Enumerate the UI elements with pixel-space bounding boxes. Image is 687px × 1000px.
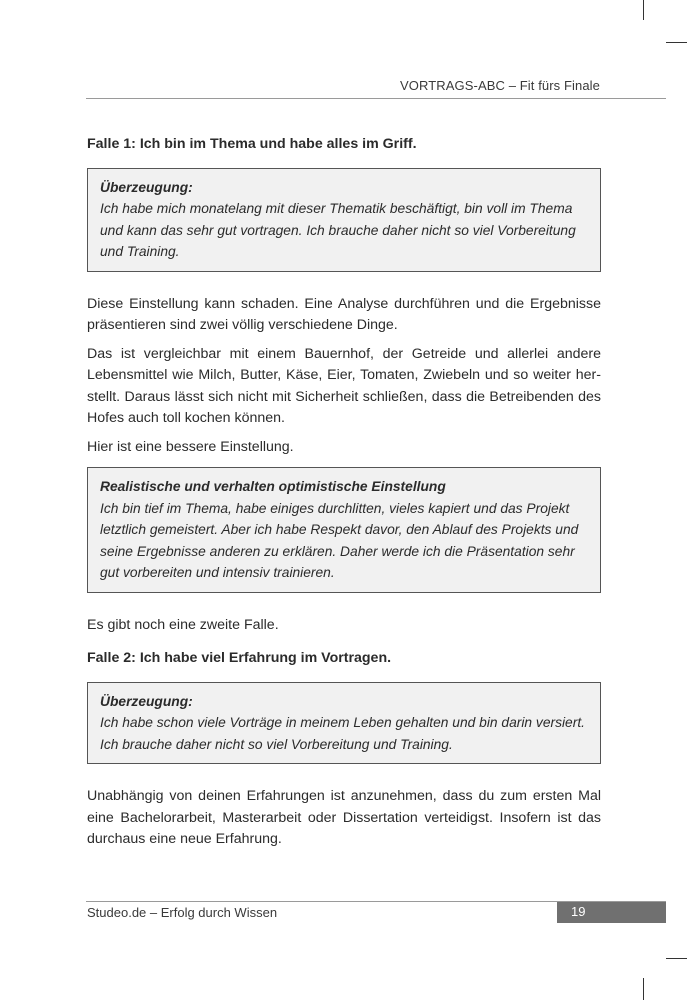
page-body <box>87 134 601 858</box>
page-number: 19 <box>571 904 586 919</box>
paragraph-4: Es gibt noch eine zweite Falle. <box>87 616 279 633</box>
belief-box-1-title: Überzeugung: <box>100 179 193 195</box>
belief-box-2-title: Überzeugung: <box>100 693 193 709</box>
better-attitude-title: Realistische und verhalten optimistische Einstellung <box>100 479 446 494</box>
trap-1-heading: Falle 1: Ich bin im Thema und habe alles im Griff. <box>87 136 417 152</box>
footer-publisher: Studeo.de – Erfolg durch Wissen <box>87 905 278 920</box>
crop-mark-bottom-vertical <box>643 978 644 1000</box>
belief-box-1 <box>87 168 601 272</box>
paragraph-1: Diese Einstellung kann schaden. Eine Analyse durchführen und die Ergebnisse präsentieren sind zwei völlig verschiedene Dinge. <box>87 295 601 333</box>
page-number-box <box>557 902 666 923</box>
header-rule <box>86 98 666 99</box>
crop-mark-top-horizontal <box>666 42 687 43</box>
trap-2-heading: Falle 2: Ich habe viel Erfahrung im Vortragen. <box>87 650 392 666</box>
paragraph-5: Unabhängig von deinen Erfahrungen ist anzunehmen, dass du zum ersten Mal eine Bachelorarbeit, Masterarbeit oder Dissertation verteidigst. Insofern ist das durchaus eine neue Erfahrung. <box>87 788 601 847</box>
belief-box-1-text: Ich habe mich monatelang mit dieser Thematik beschäftigt, bin voll im Thema und kann das sehr gut vortragen. Ich brauche daher nicht so viel Vorbereitung und Training. <box>100 201 576 259</box>
crop-mark-bottom-horizontal <box>666 958 687 959</box>
running-header: VORTRAGS-ABC – Fit fürs Finale <box>400 78 600 93</box>
paragraph-3: Hier ist eine bessere Einstellung. <box>87 438 294 455</box>
paragraph-2: Das ist vergleichbar mit einem Bauernhof, der Getreide und allerlei andere Lebensmittel wie Milch, Butter, Käse, Eier, Tomaten, Zwiebeln und so weiter her-stellt. Daraus lässt sich nicht mit Sicherheit schließen, dass die Betreibenden des Hofes auch toll kochen können. <box>87 345 601 426</box>
crop-mark-top-vertical <box>643 0 644 20</box>
belief-box-2-text: Ich habe schon viele Vorträge in meinem Leben gehalten und bin darin versiert. Ich brauche daher nicht so viel Vorbereitung und Training. <box>100 715 585 752</box>
better-attitude-box <box>87 467 601 593</box>
belief-box-2 <box>87 682 601 765</box>
better-attitude-text: Ich bin tief im Thema, habe einiges durchlitten, vieles kapiert und das Projekt letztlich gemeistert. Aber ich habe Respekt davor, den Ablauf des Projekts und seine Ergebnisse anderen zu erklären. Daher werde ich die Präsentation sehr gut vorbereiten und intensiv trainieren. <box>100 500 579 580</box>
